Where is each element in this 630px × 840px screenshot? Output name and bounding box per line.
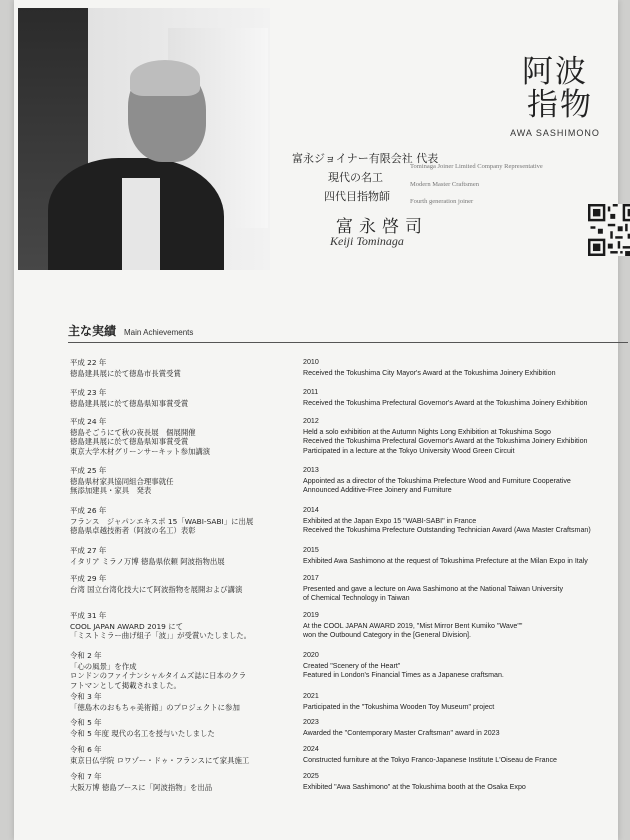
achievement-en-text: Received the Tokushima City Mayor's Award at the Tokushima Joinery Exhibition (303, 368, 556, 377)
achievement-en (303, 692, 623, 712)
achievement-en-text: Exhibited Awa Sashimono at the request of Tokushima Prefecture at the Milan Expo in Italy (303, 556, 588, 565)
achievement-jp-text: 徳島そごうにて秋の夜長展 個展開催 徳島建具展に於て徳島県知事賞受賞 東京大学木材グリーンサーキット参加講演 (70, 427, 211, 456)
role-en-1: Tominaga Joiner Limited Company Representative (410, 163, 543, 170)
achievement-jp (70, 574, 292, 594)
achievement-en-text: Participated in the "Tokushima Wooden Toy Museum" project (303, 702, 495, 711)
achievement-en-text: At the COOL JAPAN AWARD 2019, "Mist Mirror Bent Kumiko "Wave"" won the Outbound Category in the [General Division]. (303, 621, 523, 640)
achievement-jp-year: 平成 26 年 (70, 506, 107, 515)
achievement-jp (70, 692, 292, 712)
achievement-jp-year: 平成 25 年 (70, 466, 107, 475)
achievement-jp-year: 平成 29 年 (70, 574, 107, 583)
achievement-en-year: 2025 (303, 772, 319, 780)
role-jp-3: 四代目指物師 (324, 190, 390, 203)
achievement-en (303, 574, 623, 604)
achievement-en (303, 651, 623, 681)
achievement-jp-text: イタリア ミラノ万博 徳島県依頼 阿波指物出展 (70, 556, 225, 566)
section-title (68, 322, 193, 339)
achievement-jp-text: 徳島建具展に於て徳島市長賞受賞 (70, 368, 181, 378)
achievement-en-text: Exhibited at the Japan Expo 15 "WABI-SABI" in France Received the Tokushima Prefecture Outstanding Technician Award (Awa Master Craftsman) (303, 516, 591, 535)
achievement-jp-text: 徳島建具展に於て徳島県知事賞受賞 (70, 398, 189, 408)
achievement-en (303, 772, 623, 792)
achievement-jp-year: 平成 22 年 (70, 358, 107, 367)
achievement-jp (70, 546, 292, 566)
achievement-jp-year: 平成 23 年 (70, 388, 107, 397)
achievement-en-text: Appointed as a director of the Tokushima Prefecture Wood and Furniture Cooperative Announced Additive-Free Joinery and Furniture (303, 476, 571, 495)
achievement-jp-text: 大阪万博 徳島ブースに「阿波指物」を出品 (70, 782, 213, 792)
achievement-jp-text: 東京日仏学院 ロワゾー・ドゥ・フランスにて家具施工 (70, 755, 250, 765)
achievement-jp-year: 令和 3 年 (70, 692, 102, 701)
achievement-en-year: 2012 (303, 417, 319, 425)
achievement-en-year: 2017 (303, 574, 319, 582)
section-title-en: Main Achievements (124, 328, 194, 337)
title-jp (500, 56, 610, 122)
achievement-jp-text: 台湾 国立台湾化技大にて阿波指物を展開および講演 (70, 584, 243, 594)
achievement-jp (70, 718, 292, 738)
achievement-en-year: 2024 (303, 745, 319, 753)
achievement-en (303, 358, 623, 378)
role-jp-2: 現代の名工 (328, 171, 383, 184)
achievement-jp-text: COOL JAPAN AWARD 2019 にて 「ミストミラー曲げ組子「波」」が受賞いたしました。 (70, 621, 252, 641)
title-jp-line1: 阿波 (522, 54, 588, 90)
achievement-jp (70, 651, 292, 690)
achievement-jp (70, 466, 292, 496)
achievement-jp-year: 令和 7 年 (70, 772, 102, 781)
achievement-jp-text: 「徳島木のおもちゃ美術館」のプロジェクトに参加 (70, 702, 240, 712)
achievement-en (303, 611, 623, 641)
achievement-jp (70, 417, 292, 456)
achievement-en-year: 2023 (303, 718, 319, 726)
achievement-en-year: 2013 (303, 466, 319, 474)
achievement-jp (70, 611, 292, 641)
achievement-en-year: 2020 (303, 651, 319, 659)
achievement-en-year: 2021 (303, 692, 319, 700)
achievement-jp (70, 358, 292, 378)
achievement-en (303, 718, 623, 738)
achievement-jp (70, 388, 292, 408)
role-en-3: Fourth generation joiner (410, 198, 474, 205)
achievement-en (303, 466, 623, 496)
achievement-en-year: 2015 (303, 546, 319, 554)
achievement-jp-year: 平成 24 年 (70, 417, 107, 426)
achievement-en-year: 2011 (303, 388, 319, 396)
role-en-2: Modern Master Craftsmen (410, 181, 479, 188)
achievement-en (303, 745, 623, 765)
achievement-jp-year: 令和 6 年 (70, 745, 102, 754)
achievement-jp (70, 506, 292, 536)
person-name: 富永啓司 (336, 217, 428, 237)
achievement-jp-year: 平成 31 年 (70, 611, 107, 620)
achievement-en (303, 506, 623, 536)
achievement-jp-year: 令和 5 年 (70, 718, 102, 727)
title-jp-line2: 指物 (527, 87, 593, 123)
signature: Keiji Tominaga (330, 234, 404, 248)
title-block (500, 56, 610, 138)
achievement-en-year: 2010 (303, 358, 319, 366)
achievement-jp (70, 772, 292, 792)
achievement-jp-text: 「心の風景」を作成 ロンドンのファイナンシャルタイムズ誌に日本のクラ フトマンとして掲載されました。 (70, 661, 247, 690)
achievement-jp-text: フランス ジャパンエキスポ 15「WABI-SABI」に出展 徳島県卓越技術者（阿波の名工）表彰 (70, 516, 254, 536)
achievement-jp (70, 745, 292, 765)
achievement-en-text: Held a solo exhibition at the Autumn Nights Long Exhibition at Tokushima Sogo Received the Tokushima Prefectural Governor's Award at the Tokushima Joinery Exhibition Participated in a lecture at the Tokyo University Wood Green Circuit (303, 427, 588, 455)
title-en: AWA SASHIMONO (510, 128, 600, 138)
poster-sheet (14, 0, 618, 840)
achievement-jp-text: 徳島県材家具協同組合理事就任 無添加建具・家具 発表 (70, 476, 174, 496)
achievement-en-text: Created "Scenery of the Heart" Featured in London's Financial Times as a Japanese craftsman. (303, 661, 504, 680)
achievement-en-text: Constructed furniture at the Tokyo Franco-Japanese Institute L'Oiseau de France (303, 755, 557, 764)
achievement-en-year: 2019 (303, 611, 319, 619)
achievement-en-text: Presented and gave a lecture on Awa Sashimono at the National Taiwan University of Chemical Technology in Taiwan (303, 584, 563, 603)
achievement-en (303, 546, 623, 566)
achievement-en-text: Exhibited "Awa Sashimono" at the Tokushima booth at the Osaka Expo (303, 782, 526, 791)
achievement-en (303, 388, 623, 408)
qr-code-icon[interactable] (588, 204, 630, 256)
achievement-en-text: Awarded the "Contemporary Master Craftsman" award in 2023 (303, 728, 500, 737)
portrait-photo (18, 8, 270, 270)
achievement-en-text: Received the Tokushima Prefectural Governor's Award at the Tokushima Joinery Exhibition (303, 398, 588, 407)
achievement-jp-text: 令和 5 年度 現代の名工を授与いたしました (70, 728, 215, 738)
achievement-jp-year: 令和 2 年 (70, 651, 102, 660)
role-jp-1: 富永ジョイナー有限会社 代表 (292, 152, 439, 165)
achievement-en (303, 417, 623, 456)
section-title-jp: 主な実績 (68, 324, 117, 338)
section-divider (68, 342, 628, 343)
achievement-en-year: 2014 (303, 506, 319, 514)
achievement-jp-year: 平成 27 年 (70, 546, 107, 555)
